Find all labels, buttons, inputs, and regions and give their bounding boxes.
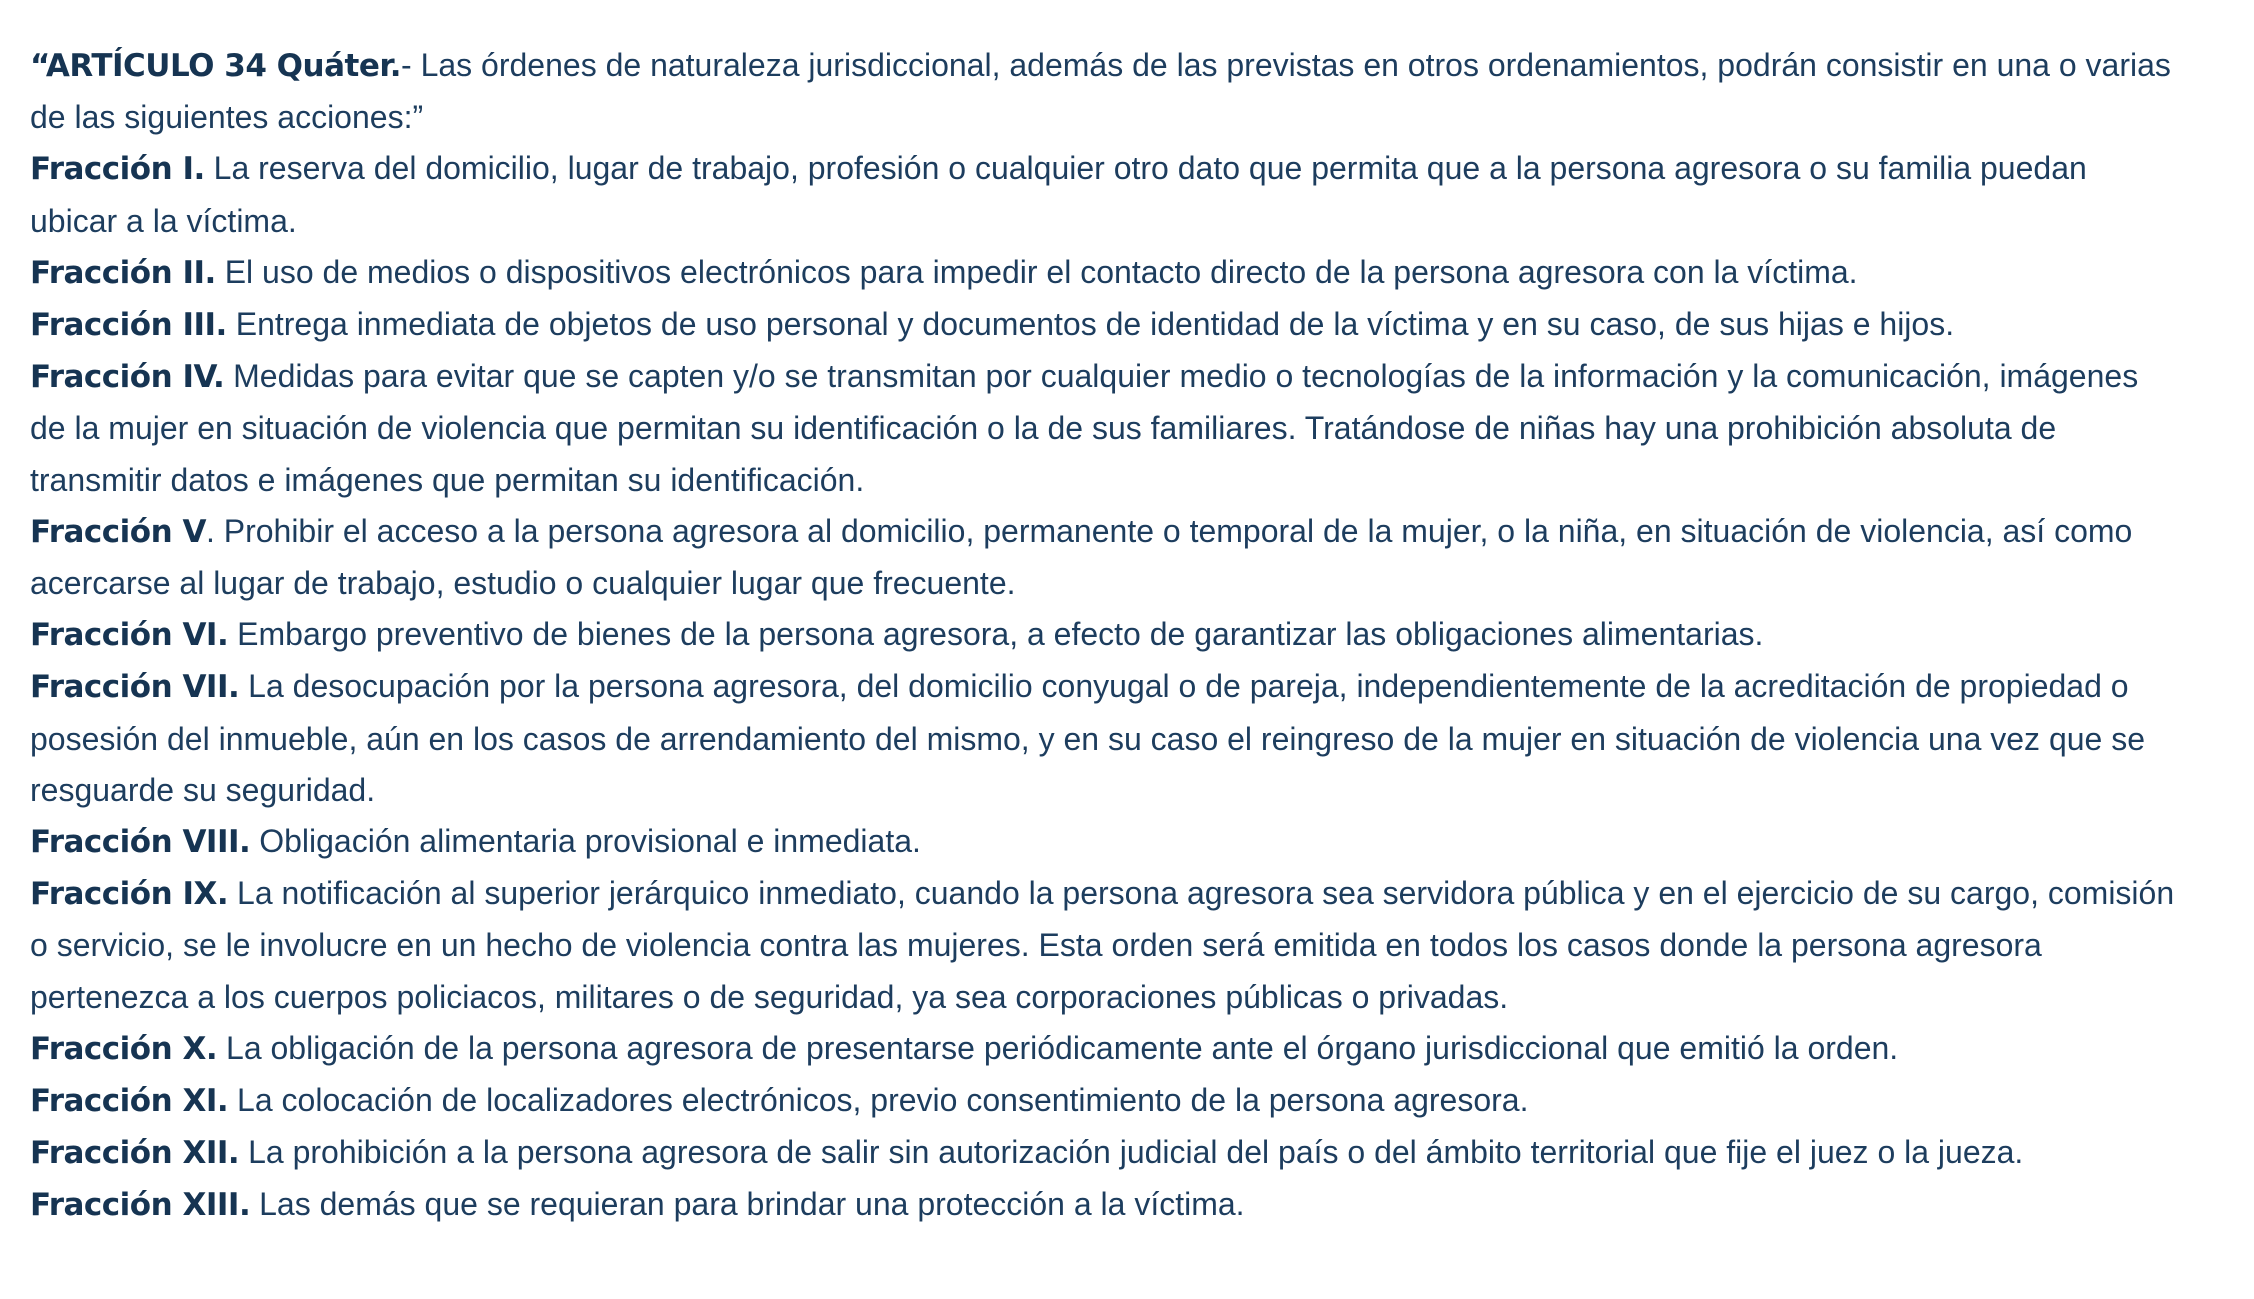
fraction-iv	[30, 351, 2180, 506]
fraction-vi	[30, 609, 2180, 661]
fraction-iv-label: Fracción IV.	[30, 359, 225, 396]
fraction-viii	[30, 816, 2180, 868]
fraction-xii-text: La prohibición a la persona agresora de salir sin autorización judicial del país o del ámbito territorial que fije el juez o la jueza.	[239, 1134, 2024, 1171]
fraction-xii-label: Fracción XII.	[30, 1135, 240, 1172]
fraction-ix-label: Fracción IX.	[30, 876, 229, 913]
fraction-vii-label: Fracción VII.	[30, 669, 240, 706]
fraction-xi-label: Fracción XI.	[30, 1083, 229, 1120]
fraction-xiii-label: Fracción XIII.	[30, 1187, 251, 1224]
document-body	[30, 40, 2180, 1232]
fraction-iv-text: Medidas para evitar que se capten y/o se transmitan por cualquier medio o tecnologías de la información y la comunicación, imágenes de la mujer en situación de violencia que permitan su identificación o la de sus familiares. Tratándose de niñas hay una prohibición absoluta de transmitir datos e imágenes que permitan su identificación.	[30, 358, 2139, 498]
fraction-vi-text: Embargo preventivo de bienes de la persona agresora, a efecto de garantizar las obligaciones alimentarias.	[228, 616, 1764, 653]
fraction-iii	[30, 299, 2180, 351]
fraction-xii	[30, 1127, 2180, 1179]
fraction-v	[30, 506, 2180, 609]
fraction-x-label: Fracción X.	[30, 1030, 218, 1067]
fraction-x-text: La obligación de la persona agresora de presentarse periódicamente ante el órgano jurisdiccional que emitió la orden.	[217, 1029, 1899, 1066]
fraction-v-text: . Prohibir el acceso a la persona agresora al domicilio, permanente o temporal de la mujer, o la niña, en situación de violencia, así como acercarse al lugar de trabajo, estudio o cualquier lugar que frecuente.	[30, 512, 2133, 602]
fraction-xiii-text: Las demás que se requieran para brindar una protección a la víctima.	[250, 1186, 1245, 1223]
fraction-xiii	[30, 1179, 2180, 1231]
fraction-i-label: Fracción I.	[30, 151, 205, 188]
fraction-i	[30, 143, 2180, 246]
fraction-v-label: Fracción V	[30, 513, 206, 550]
article-text: - Las órdenes de naturaleza jurisdiccional, además de las previstas en otros ordenamientos, podrán consistir en una o varias de las siguientes acciones:”	[30, 47, 2171, 136]
fraction-vii-text: La desocupación por la persona agresora, del domicilio conyugal o de pareja, independientemente de la acreditación de propiedad o posesión del inmueble, aún en los casos de arrendamiento del mismo, y en su caso el reingreso de la mujer en situación de violencia una vez que se resguarde su seguridad.	[30, 668, 2146, 808]
fraction-ii	[30, 247, 2180, 299]
fraction-ii-label: Fracción II.	[30, 254, 216, 291]
article-paragraph	[30, 40, 2180, 143]
fraction-xi-text: La colocación de localizadores electrónicos, previo consentimiento de la persona agresora.	[228, 1082, 1529, 1119]
fraction-ix-text: La notificación al superior jerárquico inmediato, cuando la persona agresora sea servidora pública y en el ejercicio de su cargo, comisión o servicio, se le involucre en un hecho de violencia contra las mujeres. Esta orden será emitida en todos los casos donde la persona agresora pertenezca a los cuerpos policiacos, militares o de seguridad, ya sea corporaciones públicas o privadas.	[30, 875, 2175, 1015]
fraction-ix	[30, 868, 2180, 1023]
fraction-iii-label: Fracción III.	[30, 307, 227, 344]
fraction-x	[30, 1023, 2180, 1075]
fraction-vii	[30, 661, 2180, 816]
fraction-xi	[30, 1075, 2180, 1127]
fraction-vi-label: Fracción VI.	[30, 617, 229, 654]
fraction-iii-text: Entrega inmediata de objetos de uso personal y documentos de identidad de la víctima y en su caso, de sus hijas e hijos.	[226, 306, 1955, 343]
fraction-viii-text: Obligación alimentaria provisional e inmediata.	[250, 823, 921, 860]
fraction-viii-label: Fracción VIII.	[30, 824, 251, 861]
fraction-i-text: La reserva del domicilio, lugar de trabajo, profesión o cualquier otro dato que permita que a la persona agresora o su familia puedan ubicar a la víctima.	[30, 150, 2087, 239]
fraction-ii-text: El uso de medios o dispositivos electrónicos para impedir el contacto directo de la persona agresora con la víctima.	[215, 253, 1858, 290]
article-heading: “ARTÍCULO 34 Quáter.	[30, 48, 402, 84]
